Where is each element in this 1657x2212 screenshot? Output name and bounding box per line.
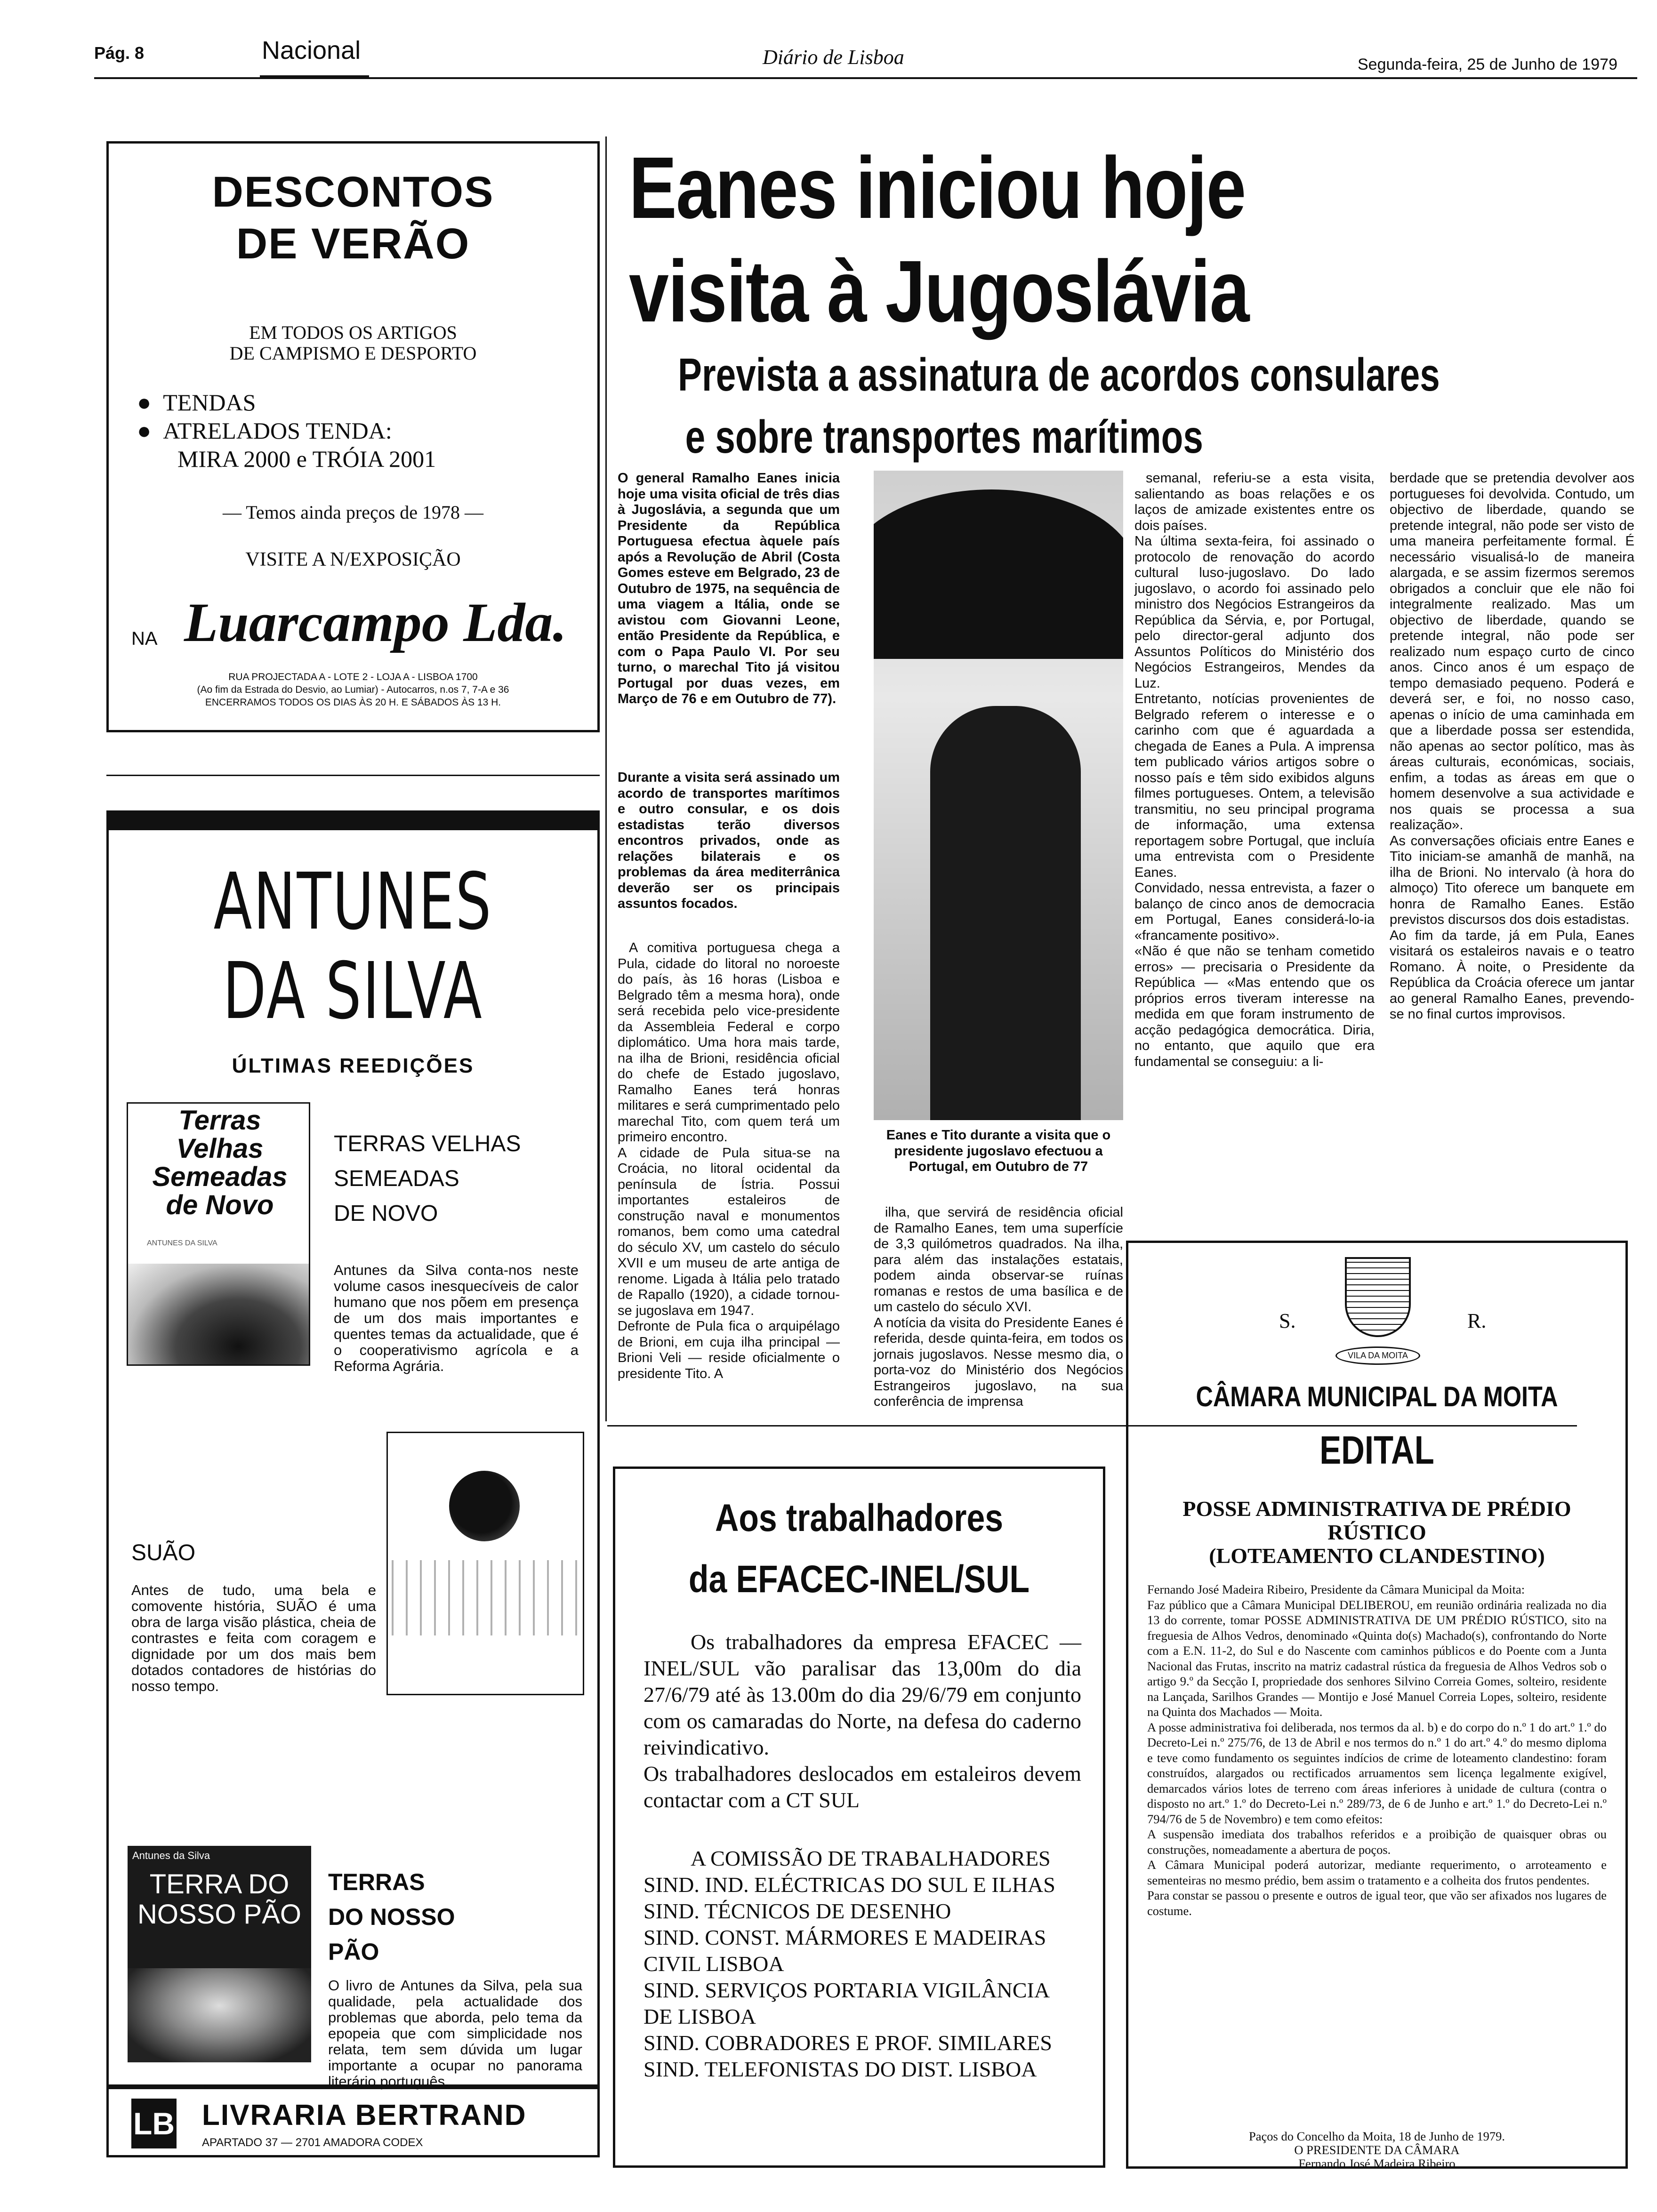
book2-desc: Antes de tudo, uma bela e comovente história, SUÃO é uma obra de larga visão plástica, cheia de contrastes e feita com coragem e dignidade por um dos mais bem dotados contadores de histórias do nosso tempo.: [131, 1582, 376, 1694]
ad-efacec-signatures: A COMISSÃO DE TRABALHADORES SIND. IND. ELÉCTRICAS DO SUL E ILHAS SIND. TÉCNICOS DE DESENHO SIND. CONST. MÁRMORES E MADEIRAS CIVIL LISBOA SIND. SERVIÇOS PORTARIA VIGILÂNCIA DE LISBOA SIND. COBRADORES E PROF. SIMILARES SIND. TELEFONISTAS DO DIST. LISBOA: [643, 1846, 1055, 2081]
ad-descontos-address: RUA PROJECTADA A - LOTE 2 - LOJA A - LISBOA 1700 (Ao fim da Estrada do Desvio, ao Lumiar) - Autocarros, n.os 7, 7-A e 36 ENCERRAMOS TODOS OS DIAS ÀS 20 H. E SÁBADOS ÀS 13 H.: [197, 672, 509, 708]
book-cover-terra-nosso-pao[interactable]: [128, 1846, 311, 2062]
masthead-rule: [94, 77, 1637, 79]
paper-name: Diário de Lisboa: [763, 46, 904, 69]
bertrand-address: APARTADO 37 — 2701 AMADORA CODEX: [202, 2136, 423, 2149]
umbrella: [874, 489, 1123, 659]
bertrand-name: LIVRARIA BERTRAND: [202, 2099, 527, 2132]
ad-efacec-body: Os trabalhadores da empresa EFACEC — INEL/SUL vão paralisar das 13,00m do dia 27/6/79 até às 13.00m do dia 29/6/79 em conjunto com os camaradas do Norte, na defesa do caderno reivindicativo. Os trabalhadores deslocados em estaleiros devem contactar com a CT SUL: [643, 1630, 1081, 1812]
list-item: [137, 388, 436, 417]
crest-shield: [1345, 1257, 1411, 1337]
subhead-line2: e sobre transportes marítimos: [685, 411, 1203, 463]
ad-efacec: [613, 1467, 1105, 2168]
book-cover-art: [128, 1264, 310, 1366]
section-name: Nacional: [262, 36, 361, 64]
book-cover-author: ANTUNES DA SILVA: [147, 1239, 217, 1247]
book1-title: TERRAS VELHAS SEMEADAS DE NOVO: [334, 1131, 521, 1226]
ad-descontos-title: [109, 166, 597, 270]
ad-antunes-title: [177, 858, 529, 1036]
bertrand-logo-icon: LB: [131, 2099, 177, 2148]
edital-r: R.: [1467, 1309, 1487, 1332]
ad-antunes: [106, 829, 600, 2090]
page-number: Pág. 8: [94, 43, 145, 63]
list-item-label: ATRELADOS TENDA:: [163, 417, 392, 444]
ad-antunes-title-line1: ANTUNES: [213, 857, 493, 947]
subhead-line1: Prevista a assinatura de acordos consulares: [678, 349, 1440, 401]
ad-descontos-na: NA: [131, 628, 158, 649]
ad-efacec-title: [652, 1488, 1067, 1610]
book-cover-terras-velhas[interactable]: [127, 1102, 310, 1366]
book3-title: TERRAS DO NOSSO PÃO: [328, 1869, 455, 1965]
issue-date: Segunda-feira, 25 de Junho de 1979: [1358, 56, 1618, 73]
ad-descontos-visit: VISITE A N/EXPOSIÇÃO: [245, 549, 461, 570]
edital-heading: EDITAL: [1319, 1428, 1434, 1472]
list-item-label: TENDAS: [163, 389, 256, 416]
ad-descontos-sub: EM TODOS OS ARTIGOS DE CAMPISMO E DESPORTO: [229, 322, 477, 364]
book-cover-art: [449, 1471, 520, 1541]
edital-moita: [1126, 1241, 1628, 2169]
book-cover-title: TERRA DO NOSSO PÃO: [137, 1869, 302, 1930]
bullet-icon: ●: [137, 389, 163, 416]
divider: [106, 775, 600, 776]
article-headline: [629, 136, 1249, 344]
article-col4: berdade que se pretendia devolver aos portugueses foi devolvida. Contudo, um objectivo de liberdade, quando se pretende integral, não pode ser visto de uma maneira perfeitamente formal. É necessário visualisá-lo de maneira alargada, e se assim fizermos seremos obrigados a concluir que ele não foi integralmente realizado. Mas um objectivo de liberdade, quando se pretende integral, não pode ser realizado num espaço curto de cinco anos. Cinco anos é um espaço de tempo demasiado pequeno. Poderá e deverá ser, e foi, no nosso caso, apenas o início de uma caminhada em que a liberdade possa ser estendida, não apenas ao sector político, mas às áreas culturais, económicas, sociais, enfim, a todas as áreas em que o homem desenvolve a sua actividade e nos quais se processa a sua realização». As conversações oficiais entre Eanes e Tito iniciam-se amanhã de manhã, na ilha de Brioni. No intervalo (à hora do almoço) Tito oferece um banquete em honra de Ramalho Eanes. Estão previstos discursos dos dois estadistas. Ao fim da tarde, já em Pula, Eanes visitará os estaleiros navais e o teatro Romano. À noite, o Presidente da República da Croácia oferece um jantar ao general Ramalho Eanes, prevendo-se no final curtos improvisos.: [1390, 471, 1634, 1022]
article-lead: O general Ramalho Eanes inicia hoje uma visita oficial de três dias à Jugoslávia, a segunda que um Presidente da República Portuguesa efectua àquele país após a Revolução de Abril (Costa Gomes esteve em Belgrado, 23 de Outubro de 1975, na sequência de uma viagem a Itália, onde se avistou com Giovanni Leone, então Presidente da República, e com o Papa Paulo VI. Por seu turno, o marechal Tito já visitou Portugal por duas vezes, em Março de 76 e em Outubro de 77).: [618, 471, 840, 706]
crest-icon: [1326, 1257, 1430, 1375]
list-item: [137, 417, 436, 445]
ad-antunes-topbar: [106, 810, 600, 830]
book-cover-author: Antunes da Silva: [132, 1850, 210, 1861]
article-left-rule: [605, 136, 607, 1421]
ad-descontos-items: [137, 388, 436, 473]
edital-body: Fernando José Madeira Ribeiro, Presidente da Câmara Municipal da Moita: Faz público que a Câmara Municipal DELIBEROU, em reunião ordinária realizada no dia 13 do corrente, tomar POSSE ADMINISTRATIVA DE UM PRÉDIO RÚSTICO, sito na freguesia de Alhos Vedros, denominado «Quinta do(s) Machado(s), confrontando do Norte com a E.N. 11-2, do Sul e do Nascente com caminhos públicos e do Poente com a Junta Nacional das Frutas, inscrito na matriz cadastral rústica da freguesia de Alhos Vedros sob o artigo 9.º da Secção I, propriedade dos senhores Silvino Correia Gomes, solteiro, residente na Lançada, Sarilhos Grandes — Montijo e José Manuel Correia Lopes, solteiro, residente na Quinta dos Machados — Moita. A posse administrativa foi deliberada, nos termos da al. b) e do corpo do n.º 1 do art.º 1.º do Decreto-Lei n.º 275/76, de 13 de Abril e nos termos do n.º 1 do art.º 4.º do mesmo diploma e teve como fundamento os seguintes indícios de crime de loteamento clandestino: foram construídos, alargados ou rectificados arruamentos sem licença legalmente exigível, demarcados vários lotes de terreno com áreas inferiores à unidade de cultura (contra o disposto no art.º 1.º do Decreto-Lei n.º 289/73, de 6 de Junho e art.º 1.º do Decreto-Lei n.º 794/76 de 5 de Novembro) e tem como efeitos: A suspensão imediata dos trabalhos referidos e a proibição de quaisquer obras ou construções, nomeadamente a abertura de poços. A Câmara Municipal poderá autorizar, mediante requerimento, o arroteamento e sementeiras no mesmo prédio, bem assim o tratamento e a colheita dos frutos pendentes. Para constar se passou o presente e outros de igual teor, que vão ser afixados nos lugares de costume.: [1147, 1582, 1607, 1918]
headline-line2: visita à Jugoslávia: [629, 243, 1249, 340]
ad-antunes-sub: ÚLTIMAS REEDIÇÕES: [232, 1054, 475, 1077]
article-lead2: Durante a visita será assinado um acordo de transportes marítimos e outro consular, e os dois estadistas terão diversos encontros privados, onde as relações bilaterais e os problemas da área mediterrânica deverão ser os principais assuntos focados.: [618, 770, 840, 911]
ad-efacec-title-line2: da EFACEC-INEL/SUL: [688, 1558, 1030, 1601]
edital-title: CÂMARA MUNICIPAL DA MOITA: [1196, 1381, 1558, 1412]
article-col3: semanal, referiu-se a esta visita, salientando as boas relações e os laços de amizade existentes entre os dois países. Na última sexta-feira, foi assinado o protocolo de renovação do acordo cultural luso-jugoslavo. Do lado jugoslavo, o acordo foi assinado pelo ministro dos Negócios Estrangeiros da República da Sérvia, e, por Portugal, pelo director-geral adjunto dos Assuntos Políticos do Ministério dos Negócios Estrangeiros, Mendes da Luz. Entretanto, notícias provenientes de Belgrado referem o interesse e o carinho com que é aguardada a chegada de Eanes a Pula. A imprensa tem publicado vários artigos sobre o nosso país e têm sido exibidos alguns filmes portugueses. Ontem, a televisão transmitiu, no seu principal programa de informação, uma extensa reportagem sobre Portugal, que incluía uma entrevista com o Presidente Eanes. Convidado, nessa entrevista, a fazer o balanço de cinco anos de democracia em Portugal, Eanes considerá-lo-ia «francamente positivo». «Não é que não se tenham cometido erros» — precisaria o Presidente da República — «Mas entendo que os próprios erros tiveram interesse na medida em que foram instrumento de acção pedagógica democrática. Diria, no entanto, que aquilo que era fundamental se conseguiu: a li-: [1134, 471, 1375, 1069]
article-subhead: [678, 344, 1440, 468]
photo-eanes-tito: [874, 471, 1123, 1120]
book1-desc: Antunes da Silva conta-nos neste volume casos inesquecíveis de calor humano que nos põem em presença de um dos mais importantes e quentes temas da actualidade, que é o cooperativismo agrícola e a Reforma Agrária.: [334, 1262, 579, 1374]
book-cover-suao[interactable]: [386, 1432, 584, 1695]
ad-descontos-title-line2: DE VERÃO: [236, 220, 470, 268]
book-cover-art: [388, 1560, 584, 1635]
edital-s: S.: [1279, 1309, 1296, 1332]
book-cover-art: [128, 1968, 311, 2062]
bullet-icon: ●: [137, 417, 163, 444]
ad-efacec-title-line1: Aos trabalhadores: [715, 1497, 1003, 1539]
ad-descontos-title-line1: DESCONTOS: [212, 168, 494, 216]
book-cover-title: Terras Velhas Semeadas de Novo: [152, 1105, 288, 1220]
figure: [930, 706, 1081, 1120]
headline-line1: Eanes iniciou hoje: [629, 139, 1246, 237]
edital-sign: Paços do Concelho da Moita, 18 de Junho de 1979. O PRESIDENTE DA CÂMARA Fernando José Madeira Ribeiro: [1249, 2129, 1505, 2171]
list-item-extra: MIRA 2000 e TRÓIA 2001: [177, 446, 436, 472]
crest-ribbon: VILA DA MOITA: [1335, 1346, 1420, 1365]
book2-title: SUÃO: [131, 1540, 196, 1565]
photo-caption: Eanes e Tito durante a visita que o presidente jugoslavo efectuou a Portugal, em Outubro de 77: [886, 1128, 1111, 1174]
ad-antunes-title-line2: DA SILVA: [223, 946, 483, 1037]
article-col1: A comitiva portuguesa chega a Pula, cidade do litoral no noroeste do país, às 16 horas (Lisboa e Belgrado têm a mesma hora), onde será recebida pelo vice-presidente da Assembleia Federal e corpo diplomático. Uma hora mais tarde, na ilha de Brioni, residência oficial do chefe de Estado jugoslavo, Ramalho Eanes terá honras militares e será cumprimentado pelo marechal Tito, com quem terá um primeiro encontro. A cidade de Pula situa-se na Croácia, no litoral ocidental da península de Ístria. Possui importantes estaleiros de construção naval e monumentos romanos, bem como uma catedral do século XV, um castelo do século XVII e um museu de arte antiga de renome. Ligada à Itália pelo tratado de Rapallo (1920), a cidade tornou-se jugoslava em 1947. Defronte de Pula fica o arquipélago de Brioni, em cuja ilha principal — Brioni Veli — reside oficialmente o presidente Tito. A: [618, 940, 840, 1381]
book3-desc: O livro de Antunes da Silva, pela sua qualidade, pela actualidade dos problemas que aborda, pelo tema da epopeia que com simplicidade nos relata, tem sem dúvida um lugar importante a ocupar no panorama literário português.: [328, 1977, 582, 2090]
ad-descontos-prices: — Temos ainda preços de 1978 —: [222, 502, 484, 523]
article-col2: ilha, que servirá de residência oficial de Ramalho Eanes, tem uma superfície de 3,3 quilómetros quadrados. Na ilha, para além das instalações estatais, podem ainda observar-se ruínas romanas e restos de uma basílica e de um castelo do século XVI. A notícia da visita do Presidente Eanes é referida, desde quinta-feira, em todos os jornais jugoslavos. Nesse mesmo dia, o porta-voz do Ministério dos Negócios Estrangeiros jugoslavo, na sua conferência de imprensa: [874, 1205, 1123, 1409]
edital-sub: POSSE ADMINISTRATIVA DE PRÉDIO RÚSTICO (LOTEAMENTO CLANDESTINO): [1182, 1497, 1571, 1568]
ad-descontos-brand: Luarcampo Lda.: [184, 592, 567, 653]
ad-descontos: [106, 141, 600, 732]
bertrand-footer: [106, 2087, 600, 2157]
